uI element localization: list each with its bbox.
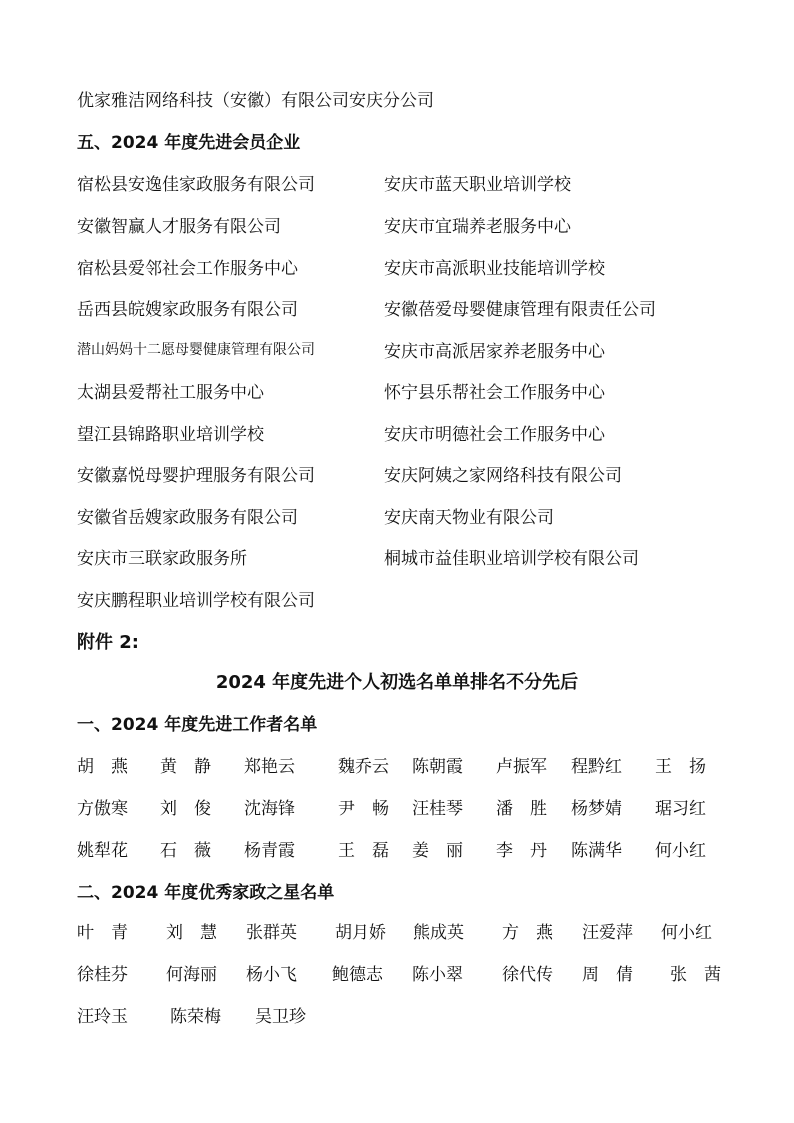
company-item: 潜山妈妈十二愿母婴健康管理有限公司 [77, 342, 315, 358]
person-name: 何小红 [655, 841, 706, 861]
company-item: 安庆南天物业有限公司 [384, 508, 554, 528]
person-name: 张 茜 [670, 965, 721, 985]
company-item: 宿松县爱邻社会工作服务中心 [77, 259, 298, 279]
company-item: 安庆鹏程职业培训学校有限公司 [77, 591, 315, 611]
person-name: 张群英 [246, 923, 297, 943]
person-name: 何海丽 [166, 965, 217, 985]
person-name: 杨梦婧 [571, 799, 622, 819]
section-a-heading: 一、2024 年度先进工作者名单 [77, 715, 318, 735]
person-name: 琚习红 [655, 799, 706, 819]
company-item: 安徽省岳嫂家政服务有限公司 [77, 508, 298, 528]
person-name: 杨青霞 [244, 841, 295, 861]
company-item: 太湖县爱帮社工服务中心 [77, 383, 264, 403]
person-name: 陈小翠 [412, 965, 463, 985]
section-b-heading: 二、2024 年度优秀家政之星名单 [77, 883, 335, 903]
person-name: 周 倩 [582, 965, 633, 985]
person-name: 沈海锋 [244, 799, 295, 819]
person-name: 王 磊 [338, 841, 389, 861]
person-name: 叶 青 [77, 923, 128, 943]
company-item: 桐城市益佳职业培训学校有限公司 [384, 549, 639, 569]
person-name: 汪桂琴 [412, 799, 463, 819]
person-name: 徐代传 [502, 965, 553, 985]
company-item: 安徽蓓爱母婴健康管理有限责任公司 [384, 300, 656, 320]
company-item: 安徽嘉悦母婴护理服务有限公司 [77, 466, 315, 486]
person-name: 姜 丽 [412, 841, 463, 861]
person-name: 吴卫珍 [255, 1007, 306, 1027]
person-name: 潘 胜 [496, 799, 547, 819]
person-name: 杨小飞 [246, 965, 297, 985]
person-name: 胡 燕 [77, 757, 128, 777]
person-name: 程黔红 [571, 757, 622, 777]
company-item: 怀宁县乐帮社会工作服务中心 [384, 383, 605, 403]
person-name: 魏乔云 [338, 757, 389, 777]
company-item: 安庆市宜瑞养老服务中心 [384, 217, 571, 237]
person-name: 汪爱萍 [582, 923, 633, 943]
person-name: 王 扬 [655, 757, 706, 777]
person-name: 何小红 [661, 923, 712, 943]
person-name: 卢振军 [496, 757, 547, 777]
company-item: 安庆市三联家政服务所 [77, 549, 247, 569]
top-company-line: 优家雅洁网络科技（安徽）有限公司安庆分公司 [77, 91, 434, 111]
document-title: 2024 年度先进个人初选名单单排名不分先后 [215, 672, 579, 693]
company-item: 安庆市高派居家养老服务中心 [384, 342, 605, 362]
person-name: 熊成英 [413, 923, 464, 943]
company-item: 安庆市高派职业技能培训学校 [384, 259, 605, 279]
person-name: 徐桂芬 [77, 965, 128, 985]
company-item: 岳西县皖嫂家政服务有限公司 [77, 300, 298, 320]
person-name: 石 薇 [160, 841, 211, 861]
person-name: 方 燕 [502, 923, 553, 943]
attachment-label: 附件 2: [77, 632, 139, 653]
person-name: 刘 俊 [160, 799, 211, 819]
person-name: 刘 慧 [166, 923, 217, 943]
person-name: 方傲寒 [77, 799, 128, 819]
person-name: 李 丹 [496, 841, 547, 861]
person-name: 黄 静 [160, 757, 211, 777]
company-item: 宿松县安逸佳家政服务有限公司 [77, 175, 315, 195]
person-name: 汪玲玉 [77, 1007, 128, 1027]
person-name: 陈朝霞 [412, 757, 463, 777]
person-name: 胡月娇 [335, 923, 386, 943]
person-name: 郑艳云 [244, 757, 295, 777]
company-item: 望江县锦路职业培训学校 [77, 425, 264, 445]
person-name: 陈满华 [571, 841, 622, 861]
company-item: 安庆阿姨之家网络科技有限公司 [384, 466, 622, 486]
person-name: 姚犁花 [77, 841, 128, 861]
company-item: 安徽智赢人才服务有限公司 [77, 217, 281, 237]
person-name: 尹 畅 [338, 799, 389, 819]
company-item: 安庆市明德社会工作服务中心 [384, 425, 605, 445]
person-name: 鲍德志 [332, 965, 383, 985]
person-name: 陈荣梅 [170, 1007, 221, 1027]
section5-heading: 五、2024 年度先进会员企业 [77, 133, 301, 153]
company-item: 安庆市蓝天职业培训学校 [384, 175, 571, 195]
